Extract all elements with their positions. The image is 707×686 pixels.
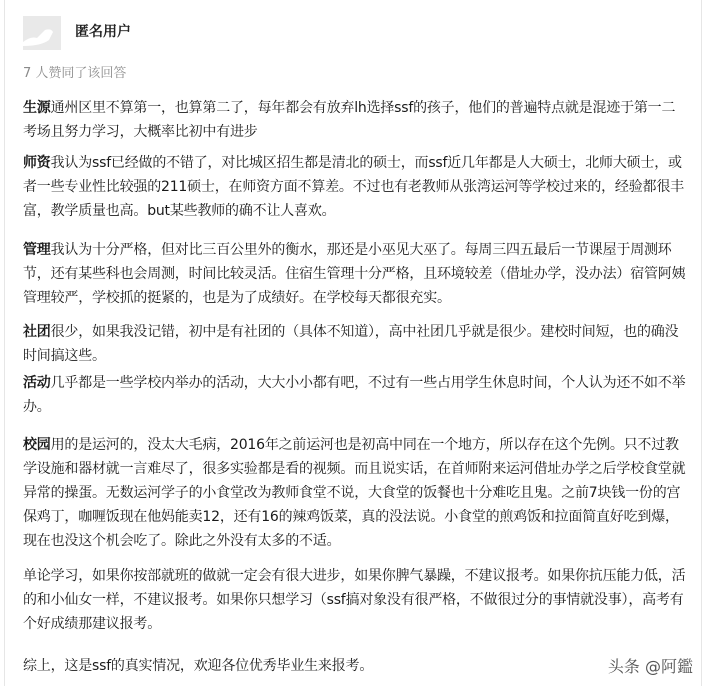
paragraph-text: 几乎都是一些学校内举办的活动，大大小小都有吧，不过有一些占用学生休息时间，个人认为还不如不举办。: [23, 375, 686, 415]
paragraph-activities: [23, 371, 687, 419]
watermark: 头条 @阿鑑: [607, 657, 693, 676]
paragraph-source: [23, 96, 687, 144]
paragraph-text: 单论学习，如果你按部就班的做就一定会有很大进步，如果你脾气暴躁，不建议报考。如果你抗压能力低，活的和小仙女一样，不建议报考。如果你只想学习（ssf搞对象没有很严格，不做很过分的事情就没事），高考有个好成绩那建议报考。: [23, 568, 686, 632]
user-name[interactable]: 匿名用户: [75, 24, 131, 40]
paragraph-study: [23, 564, 687, 636]
paragraph-summary: [23, 654, 687, 678]
likes-count: 7 人赞同了该回答: [23, 66, 127, 81]
paragraph-heading: 管理: [23, 242, 51, 258]
paragraph-clubs: [23, 320, 687, 368]
paragraph-text: 通州区里不算第一，也算第二了，每年都会有放弃lh选择ssf的孩子，他们的普遍特点就是混迹于第一二考场且努力学习，大概率比初中有进步: [23, 100, 676, 140]
paragraph-heading: 社团: [23, 324, 51, 340]
paragraph-campus: [23, 433, 687, 553]
paragraph-heading: 师资: [23, 155, 51, 171]
avatar-placeholder-icon: [23, 16, 61, 50]
paragraph-management: [23, 238, 687, 310]
paragraph-text: 综上，这是ssf的真实情况，欢迎各位优秀毕业生来报考。: [23, 658, 374, 674]
paragraph-heading: 生源: [23, 100, 51, 116]
paragraph-text: 我认为ssf已经做的不错了，对比城区招生都是清北的硕士，而ssf近几年都是人大硕士，北师大硕士，或者一些专业性比较强的211硕士，在师资方面不算差。不过也有老教师从张湾运河等学校过来的，经验都很丰富，教学质量也高。but某些教师的确不让人喜欢。: [23, 155, 684, 219]
paragraph-text: 用的是运河的，没太大毛病，2016年之前运河也是初高中同在一个地方，所以存在这个先例。只不过教学设施和器材就一言难尽了，很多实验都是看的视频。而且说实话，在首师附来运河借址办学之后学校食堂就异常的操蛋。无数运河学子的小食堂改为教师食堂不说，大食堂的饭餐也十分难吃且鬼。之前7块钱一份的宫保鸡丁，咖喱饭现在他妈能卖12，还有16的辣鸡饭菜，真的没法说。小食堂的煎鸡饭和拉面简直好吃到爆，现在也没这个机会吃了。除此之外没有太多的不适。: [23, 437, 686, 549]
paragraph-heading: 活动: [23, 375, 51, 391]
paragraph-heading: 校园: [23, 437, 51, 453]
paragraph-text: 我认为十分严格，但对比三百公里外的衡水，那还是小巫见大巫了。每周三四五最后一节课屋于周测环节，还有某些科也会周测，时间比较灵活。住宿生管理十分严格，且环境较差（借址办学，没办法）宿管阿姨管理较严，学校抓的挺紧的，也是为了成绩好。在学校每天都很充实。: [23, 242, 686, 306]
paragraph-teachers: [23, 151, 687, 223]
paragraph-text: 很少，如果我没记错，初中是有社团的（具体不知道），高中社团几乎就是很少。建校时间短，也的确没时间搞这些。: [23, 324, 679, 364]
avatar[interactable]: [23, 16, 61, 50]
